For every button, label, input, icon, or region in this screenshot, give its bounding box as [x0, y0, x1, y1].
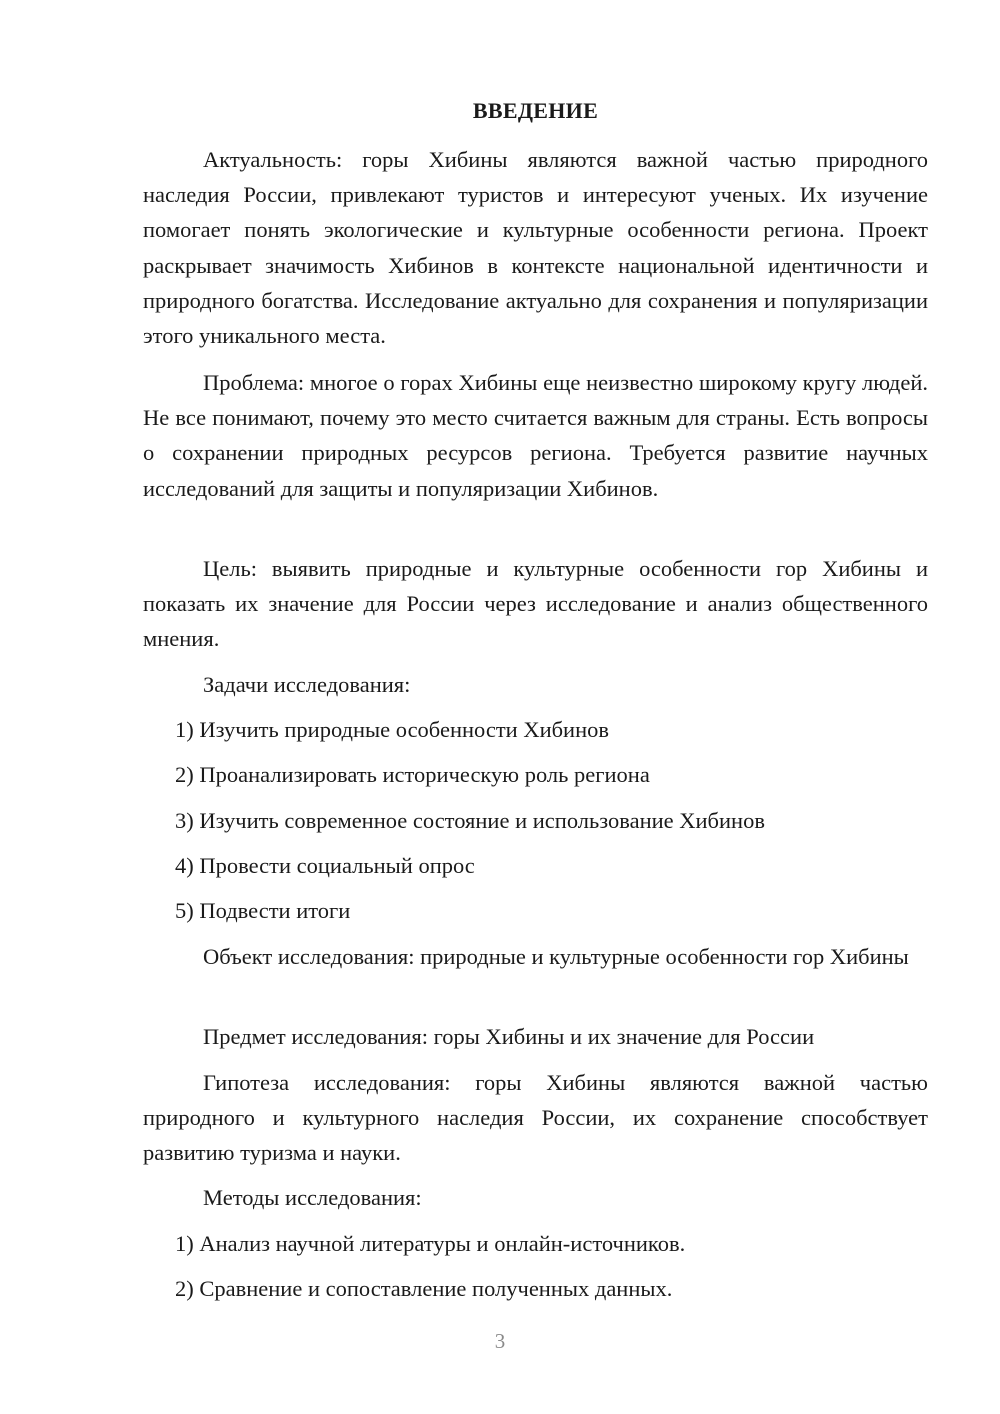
relevance-paragraph: Актуальность: горы Хибины являются важной частью природного наследия России, привлекают туристов и интересуют ученых. Их изучение помогает понять экологические и культурные особенности региона. Проект раскрывает значимость Хибинов в контексте национальной идентичности и природного богатства. Исследование актуально для сохранения и популяризации этого уникального места.	[143, 147, 928, 349]
methods-heading: Методы исследования:	[203, 1185, 422, 1210]
task-item: 5) Подвести итоги	[175, 898, 351, 923]
task-item: 1) Изучить природные особенности Хибинов	[175, 717, 610, 742]
method-item: 2) Сравнение и сопоставление полученных данных.	[175, 1276, 673, 1301]
goal-paragraph: Цель: выявить природные и культурные особенности гор Хибины и показать их значение для России через исследование и анализ общественного мнения.	[143, 556, 928, 652]
page-number: 3	[494, 1329, 506, 1353]
subject-paragraph: Предмет исследования: горы Хибины и их значение для России	[203, 1024, 815, 1049]
method-item: 1) Анализ научной литературы и онлайн-источников.	[175, 1231, 686, 1256]
section-title: ВВЕДЕНИЕ	[472, 98, 599, 123]
task-item: 4) Провести социальный опрос	[175, 853, 475, 878]
task-item: 3) Изучить современное состояние и использование Хибинов	[175, 808, 765, 833]
task-item: 2) Проанализировать историческую роль региона	[175, 762, 650, 787]
object-paragraph: Объект исследования: природные и культурные особенности гор Хибины	[203, 944, 909, 969]
hypothesis-paragraph: Гипотеза исследования: горы Хибины являются важной частью природного и культурного наследия России, их сохранение способствует развитию туризма и науки.	[143, 1070, 928, 1166]
tasks-heading: Задачи исследования:	[203, 672, 411, 697]
problem-paragraph: Проблема: многое о горах Хибины еще неизвестно широкому кругу людей. Не все понимают, почему это место считается важным для страны. Есть вопросы о сохранении природных ресурсов региона. Требуется развитие научных исследований для защиты и популяризации Хибинов.	[143, 370, 928, 501]
